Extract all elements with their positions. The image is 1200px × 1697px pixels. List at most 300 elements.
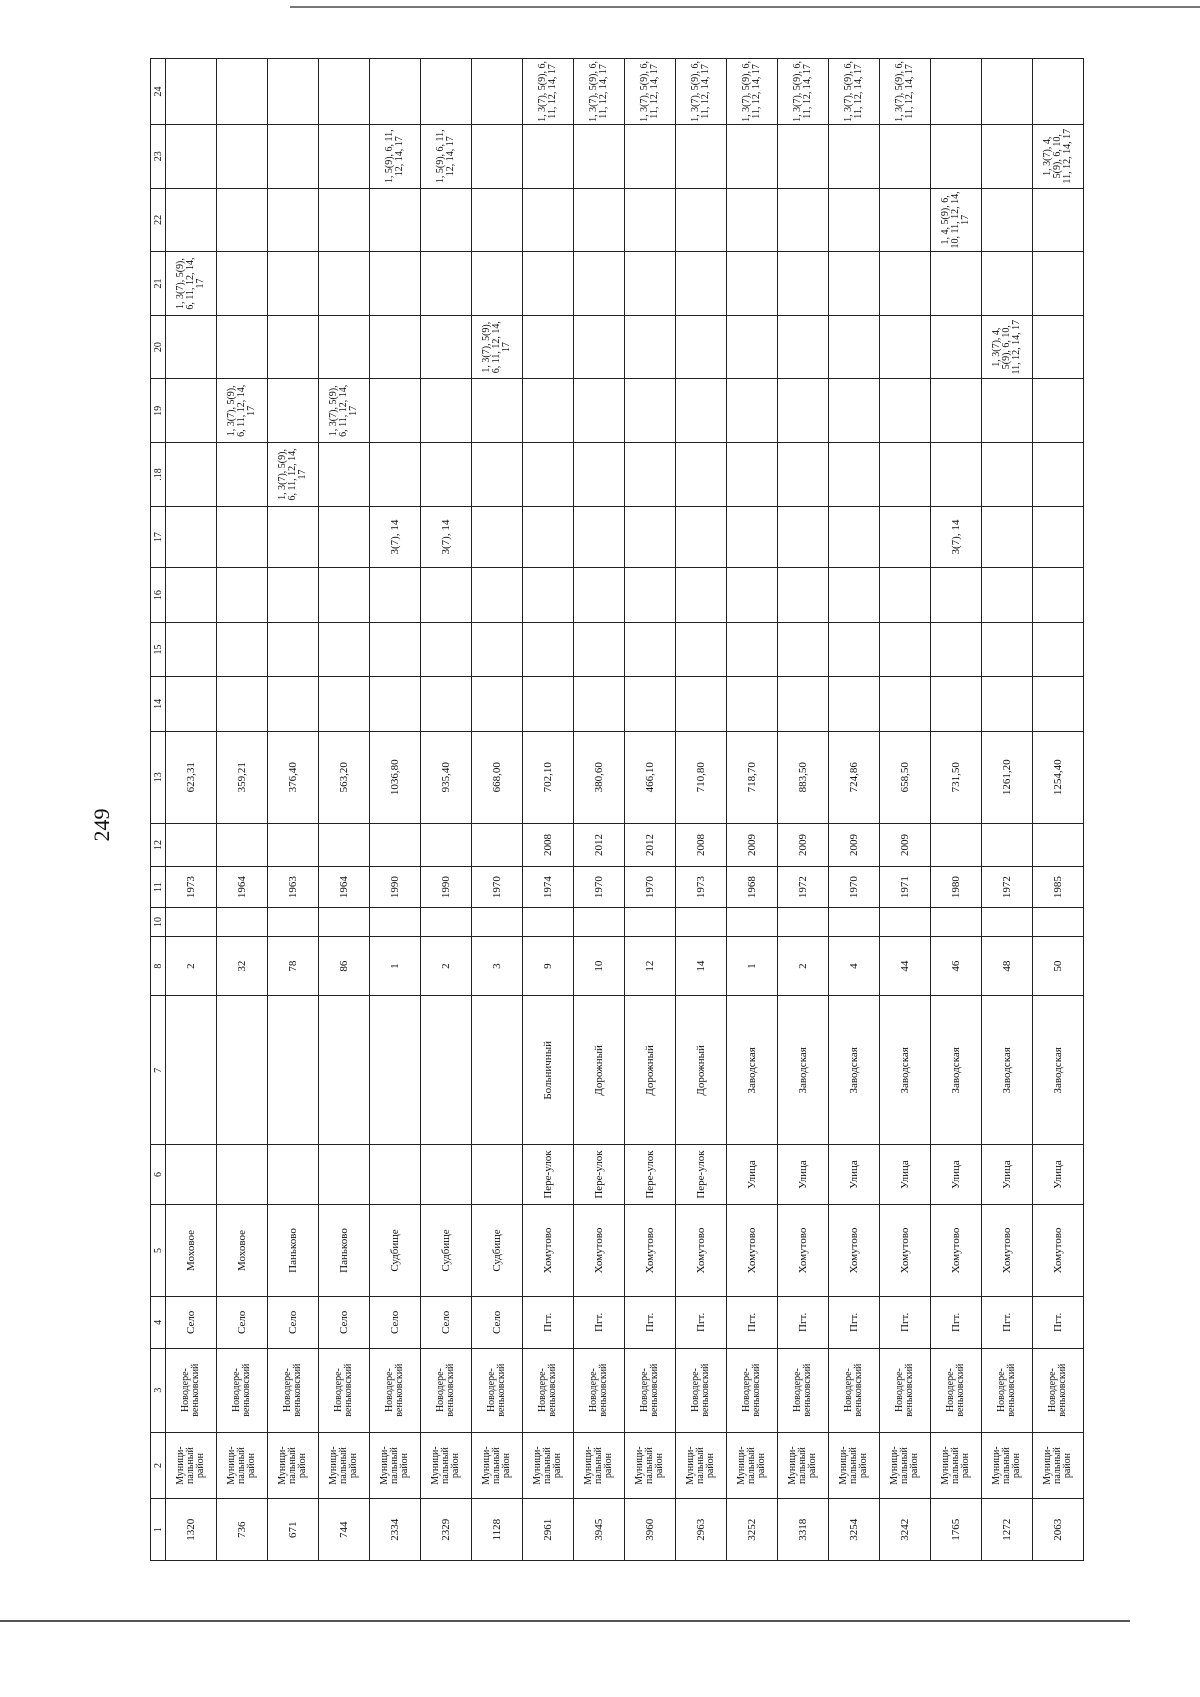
table-cell: 731,50 (931, 731, 982, 823)
rotated-table-frame (150, 58, 1084, 1561)
table-cell: 2009 (778, 823, 829, 866)
table-cell: Муници-пальный район (421, 1432, 472, 1499)
table-cell: Новодере-веньковский (319, 1348, 370, 1432)
table-cell: Паньково (319, 1204, 370, 1296)
table-cell: 86 (319, 936, 370, 996)
table-cell (574, 252, 625, 316)
table-cell (574, 124, 625, 188)
header-row (151, 59, 166, 1561)
table-cell: Дорожный (625, 996, 676, 1145)
table-cell (625, 315, 676, 379)
page-number: 249 (89, 808, 114, 842)
bottom-scan-line (0, 1620, 1130, 1622)
table-cell: Улица (778, 1145, 829, 1205)
table-cell: 1972 (982, 867, 1033, 908)
table-cell: Новодере-веньковский (574, 1348, 625, 1432)
table-cell: Дорожный (574, 996, 625, 1145)
table-cell (676, 315, 727, 379)
table-cell (166, 622, 217, 676)
table-cell: Новодере-веньковский (523, 1348, 574, 1432)
table-cell: 14 (676, 936, 727, 996)
table-cell: 668,00 (472, 731, 523, 823)
table-cell (931, 59, 982, 125)
table-cell (982, 622, 1033, 676)
table-cell (523, 252, 574, 316)
table-cell (931, 622, 982, 676)
table-cell (625, 188, 676, 252)
table-cell (421, 315, 472, 379)
table-cell (268, 677, 319, 731)
table-cell: Хомутово (931, 1204, 982, 1296)
table-row (421, 59, 472, 1561)
table-cell: 2063 (1033, 1499, 1084, 1561)
table-cell (370, 996, 421, 1145)
table-cell: 1985 (1033, 867, 1084, 908)
table-cell: 710,80 (676, 731, 727, 823)
table-cell (217, 1145, 268, 1205)
table-cell (268, 506, 319, 568)
table-cell (319, 622, 370, 676)
table-row (727, 59, 778, 1561)
table-cell: 1, 3(7), 5(9), 6, 11, 12, 14, 17 (268, 443, 319, 507)
table-cell (166, 677, 217, 731)
table-cell (1033, 568, 1084, 622)
table-cell (166, 443, 217, 507)
table-cell (472, 252, 523, 316)
table-cell: 1, 3(7), 5(9), 6, 11, 12, 14, 17 (727, 59, 778, 125)
table-cell (166, 124, 217, 188)
table-cell (268, 996, 319, 1145)
table-cell (676, 506, 727, 568)
table-cell (727, 252, 778, 316)
table-cell (574, 443, 625, 507)
table-cell (880, 315, 931, 379)
table-cell: Муници-пальный район (829, 1432, 880, 1499)
table-cell: Пере-улок (625, 1145, 676, 1205)
table-cell: 3318 (778, 1499, 829, 1561)
table-cell: Новодере-веньковский (370, 1348, 421, 1432)
table-cell: Хомутово (778, 1204, 829, 1296)
table-cell (217, 252, 268, 316)
table-cell: 1272 (982, 1499, 1033, 1561)
table-cell (472, 443, 523, 507)
table-cell (166, 908, 217, 937)
table-cell (931, 124, 982, 188)
table-cell: 1970 (472, 867, 523, 908)
table-cell (829, 188, 880, 252)
column-header: 22 (151, 188, 166, 252)
table-cell: 935,40 (421, 731, 472, 823)
table-cell: Пгт. (523, 1297, 574, 1348)
table-cell: Новодере-веньковский (982, 1348, 1033, 1432)
table-cell (217, 996, 268, 1145)
table-cell: Село (319, 1297, 370, 1348)
table-cell: Муници-пальный район (268, 1432, 319, 1499)
table-cell (421, 59, 472, 125)
table-cell (880, 252, 931, 316)
table-cell: Муници-пальный район (217, 1432, 268, 1499)
table-cell (166, 996, 217, 1145)
table-cell: 883,50 (778, 731, 829, 823)
table-cell (778, 188, 829, 252)
table-cell (217, 315, 268, 379)
table-cell (421, 996, 472, 1145)
table-cell: Пгт. (829, 1297, 880, 1348)
table-cell (319, 124, 370, 188)
table-cell (829, 568, 880, 622)
table-cell: Новодере-веньковский (1033, 1348, 1084, 1432)
column-header: 10 (151, 908, 166, 937)
table-cell (1033, 59, 1084, 125)
table-cell: 3(7), 14 (421, 506, 472, 568)
table-cell: 1964 (319, 867, 370, 908)
table-cell (982, 677, 1033, 731)
table-cell: 1, 3(7), 5(9), 6, 11, 12, 14, 17 (625, 59, 676, 125)
table-cell: 2329 (421, 1499, 472, 1561)
table-cell (268, 823, 319, 866)
table-cell (778, 252, 829, 316)
table-cell: Село (370, 1297, 421, 1348)
table-cell: Моховое (217, 1204, 268, 1296)
table-cell: Пере-улок (574, 1145, 625, 1205)
table-cell: 2008 (523, 823, 574, 866)
table-cell: Муници-пальный район (625, 1432, 676, 1499)
table-cell: 2009 (829, 823, 880, 866)
table-cell (268, 379, 319, 443)
table-cell (982, 379, 1033, 443)
table-cell (982, 59, 1033, 125)
table-cell: Улица (727, 1145, 778, 1205)
table-cell: 1973 (676, 867, 727, 908)
table-cell: 1, 5(9), 6, 11, 12, 14, 17 (421, 124, 472, 188)
table-cell: Новодере-веньковский (880, 1348, 931, 1432)
table-cell (880, 188, 931, 252)
table-cell (421, 677, 472, 731)
table-cell: 3242 (880, 1499, 931, 1561)
table-cell: Новодере-веньковский (676, 1348, 727, 1432)
table-cell: Село (217, 1297, 268, 1348)
table-cell (370, 443, 421, 507)
table-cell (829, 506, 880, 568)
table-cell: Дорожный (676, 996, 727, 1145)
table-cell (217, 506, 268, 568)
table-cell (676, 188, 727, 252)
table-cell (166, 1145, 217, 1205)
table-cell: 2961 (523, 1499, 574, 1561)
table-cell (727, 124, 778, 188)
table-cell (1033, 379, 1084, 443)
table-cell (217, 677, 268, 731)
table-cell (676, 124, 727, 188)
table-cell (370, 823, 421, 866)
table-cell: Хомутово (829, 1204, 880, 1296)
table-container (150, 58, 1084, 1561)
table-cell: Заводская (727, 996, 778, 1145)
table-cell: Пере-улок (676, 1145, 727, 1205)
table-cell: 3 (472, 936, 523, 996)
table-cell: Село (166, 1297, 217, 1348)
table-cell (982, 506, 1033, 568)
table-cell (982, 252, 1033, 316)
table-cell (727, 379, 778, 443)
table-cell (778, 315, 829, 379)
column-header: 17 (151, 506, 166, 568)
table-cell (1033, 188, 1084, 252)
table-cell: 2 (166, 936, 217, 996)
table-row (268, 59, 319, 1561)
column-header: 20 (151, 315, 166, 379)
table-cell: 32 (217, 936, 268, 996)
table-cell (574, 188, 625, 252)
table-cell: 48 (982, 936, 1033, 996)
table-cell (217, 188, 268, 252)
table-cell: Улица (880, 1145, 931, 1205)
table-cell (217, 823, 268, 866)
table-cell: 1990 (421, 867, 472, 908)
table-cell (370, 188, 421, 252)
table-row (370, 59, 421, 1561)
table-cell: 50 (1033, 936, 1084, 996)
table-cell: 1970 (574, 867, 625, 908)
table-cell (778, 908, 829, 937)
table-cell (319, 823, 370, 866)
table-cell (1033, 823, 1084, 866)
table-row (625, 59, 676, 1561)
table-cell: 1, 3(7), 5(9), 6, 11, 12, 14, 17 (523, 59, 574, 125)
table-cell (370, 677, 421, 731)
table-cell (217, 568, 268, 622)
table-cell: 1320 (166, 1499, 217, 1561)
table-cell (472, 124, 523, 188)
table-cell (472, 823, 523, 866)
table-cell: Больничный (523, 996, 574, 1145)
table-cell (931, 379, 982, 443)
table-cell (778, 443, 829, 507)
table-cell (982, 124, 1033, 188)
table-cell: 78 (268, 936, 319, 996)
table-cell: Пгт. (1033, 1297, 1084, 1348)
table-cell: 1, 3(7), 5(9), 6, 11, 12, 14, 17 (574, 59, 625, 125)
table-cell: 1963 (268, 867, 319, 908)
table-cell (370, 622, 421, 676)
table-cell (166, 379, 217, 443)
column-header: 4 (151, 1297, 166, 1348)
table-cell (319, 677, 370, 731)
table-cell: Хомутово (676, 1204, 727, 1296)
table-cell: 3960 (625, 1499, 676, 1561)
table-cell (727, 188, 778, 252)
table-cell (676, 622, 727, 676)
table-cell (319, 506, 370, 568)
table-cell (676, 443, 727, 507)
table-cell (676, 677, 727, 731)
table-cell (982, 188, 1033, 252)
table-cell (421, 443, 472, 507)
table-cell (931, 252, 982, 316)
table-cell: 2009 (880, 823, 931, 866)
table-cell (268, 1145, 319, 1205)
table-cell (421, 252, 472, 316)
table-cell: 46 (931, 936, 982, 996)
table-cell (523, 622, 574, 676)
table-cell (523, 677, 574, 731)
column-header: 6 (151, 1145, 166, 1205)
table-cell: Заводская (931, 996, 982, 1145)
table-cell: 736 (217, 1499, 268, 1561)
column-header: 23 (151, 124, 166, 188)
table-row (217, 59, 268, 1561)
table-cell (217, 908, 268, 937)
table-cell: 658,50 (880, 731, 931, 823)
column-header: .18 (151, 443, 166, 507)
column-header: 7 (151, 996, 166, 1145)
table-cell: Улица (931, 1145, 982, 1205)
table-cell (880, 443, 931, 507)
table-cell (268, 622, 319, 676)
column-header: 11 (151, 867, 166, 908)
table-row (931, 59, 982, 1561)
table-cell: 1974 (523, 867, 574, 908)
table-cell (370, 1145, 421, 1205)
table-cell (982, 823, 1033, 866)
table-cell: Улица (982, 1145, 1033, 1205)
table-cell (217, 622, 268, 676)
table-cell (472, 188, 523, 252)
table-cell (778, 379, 829, 443)
table-cell: Улица (829, 1145, 880, 1205)
table-cell (880, 908, 931, 937)
table-cell (829, 252, 880, 316)
table-cell: 3945 (574, 1499, 625, 1561)
table-cell: 3(7), 14 (931, 506, 982, 568)
table-cell: 1, 5(9), 6, 11, 12, 14, 17 (370, 124, 421, 188)
table-cell: Пгт. (880, 1297, 931, 1348)
column-header: 14 (151, 677, 166, 731)
table-cell (931, 908, 982, 937)
table-cell (727, 908, 778, 937)
table-cell (523, 124, 574, 188)
table-cell: 1980 (931, 867, 982, 908)
table-cell (880, 622, 931, 676)
table-cell: Муници-пальный район (1033, 1432, 1084, 1499)
table-cell (319, 443, 370, 507)
table-cell: Хомутово (727, 1204, 778, 1296)
table-cell: 376,40 (268, 731, 319, 823)
table-cell: 1970 (829, 867, 880, 908)
table-cell (982, 908, 1033, 937)
table-cell: 1973 (166, 867, 217, 908)
table-cell (880, 379, 931, 443)
table-cell (319, 908, 370, 937)
table-cell: 1765 (931, 1499, 982, 1561)
table-cell: Хомутово (625, 1204, 676, 1296)
table-cell: Моховое (166, 1204, 217, 1296)
column-header: 5 (151, 1204, 166, 1296)
table-cell (217, 59, 268, 125)
table-cell (931, 443, 982, 507)
table-cell (268, 59, 319, 125)
table-cell: 563,20 (319, 731, 370, 823)
table-cell (268, 908, 319, 937)
table-cell: Пгт. (574, 1297, 625, 1348)
table-cell: Новодере-веньковский (166, 1348, 217, 1432)
table-cell (268, 252, 319, 316)
table-cell: Новодере-веньковский (217, 1348, 268, 1432)
table-cell (931, 823, 982, 866)
table-cell (829, 622, 880, 676)
column-header: 1 (151, 1499, 166, 1561)
table-cell: 1971 (880, 867, 931, 908)
table-cell (523, 188, 574, 252)
table-cell (370, 315, 421, 379)
table-cell (778, 622, 829, 676)
table-cell (166, 59, 217, 125)
table-cell: Заводская (778, 996, 829, 1145)
table-cell (472, 506, 523, 568)
table-cell: 1036,80 (370, 731, 421, 823)
table-cell (421, 908, 472, 937)
table-cell: Новодере-веньковский (931, 1348, 982, 1432)
column-header: 13 (151, 731, 166, 823)
table-cell (574, 622, 625, 676)
table-cell: 1968 (727, 867, 778, 908)
table-cell (319, 188, 370, 252)
table-cell (166, 188, 217, 252)
table-cell (880, 506, 931, 568)
table-cell: Судбище (472, 1204, 523, 1296)
table-cell (574, 677, 625, 731)
table-cell: Пгт. (625, 1297, 676, 1348)
table-cell: 4 (829, 936, 880, 996)
column-header: 21 (151, 252, 166, 316)
table-cell: 44 (880, 936, 931, 996)
table-cell: 3(7), 14 (370, 506, 421, 568)
table-cell: 623,31 (166, 731, 217, 823)
table-cell (268, 315, 319, 379)
table-cell: Село (268, 1297, 319, 1348)
table-cell: 1, 3(7), 5(9), 6, 11, 12, 14, 17 (880, 59, 931, 125)
table-cell (319, 568, 370, 622)
table-cell: 1, 4, 5(9), 6, 10, 11, 12, 14, 17 (931, 188, 982, 252)
table-cell: Село (472, 1297, 523, 1348)
table-cell: Хомутово (574, 1204, 625, 1296)
table-cell (268, 188, 319, 252)
table-cell (166, 823, 217, 866)
table-cell: 1990 (370, 867, 421, 908)
table-cell: 2009 (727, 823, 778, 866)
table-cell (523, 506, 574, 568)
table-cell: Муници-пальный район (574, 1432, 625, 1499)
table-cell: 2 (421, 936, 472, 996)
table-cell: 1, 3(7), 5(9), 6, 11, 12, 14, 17 (166, 252, 217, 316)
table-cell: Муници-пальный район (523, 1432, 574, 1499)
table-cell (727, 677, 778, 731)
table-cell (472, 677, 523, 731)
table-cell: Пгт. (931, 1297, 982, 1348)
table-cell: 10 (574, 936, 625, 996)
table-row (472, 59, 523, 1561)
table-cell (370, 379, 421, 443)
table-cell (574, 379, 625, 443)
table-cell (523, 379, 574, 443)
table-cell: Село (421, 1297, 472, 1348)
table-cell: 2334 (370, 1499, 421, 1561)
table-cell: Пере-улок (523, 1145, 574, 1205)
table-cell (880, 568, 931, 622)
table-cell (319, 252, 370, 316)
table-cell: Хомутово (523, 1204, 574, 1296)
table-cell: 2 (778, 936, 829, 996)
